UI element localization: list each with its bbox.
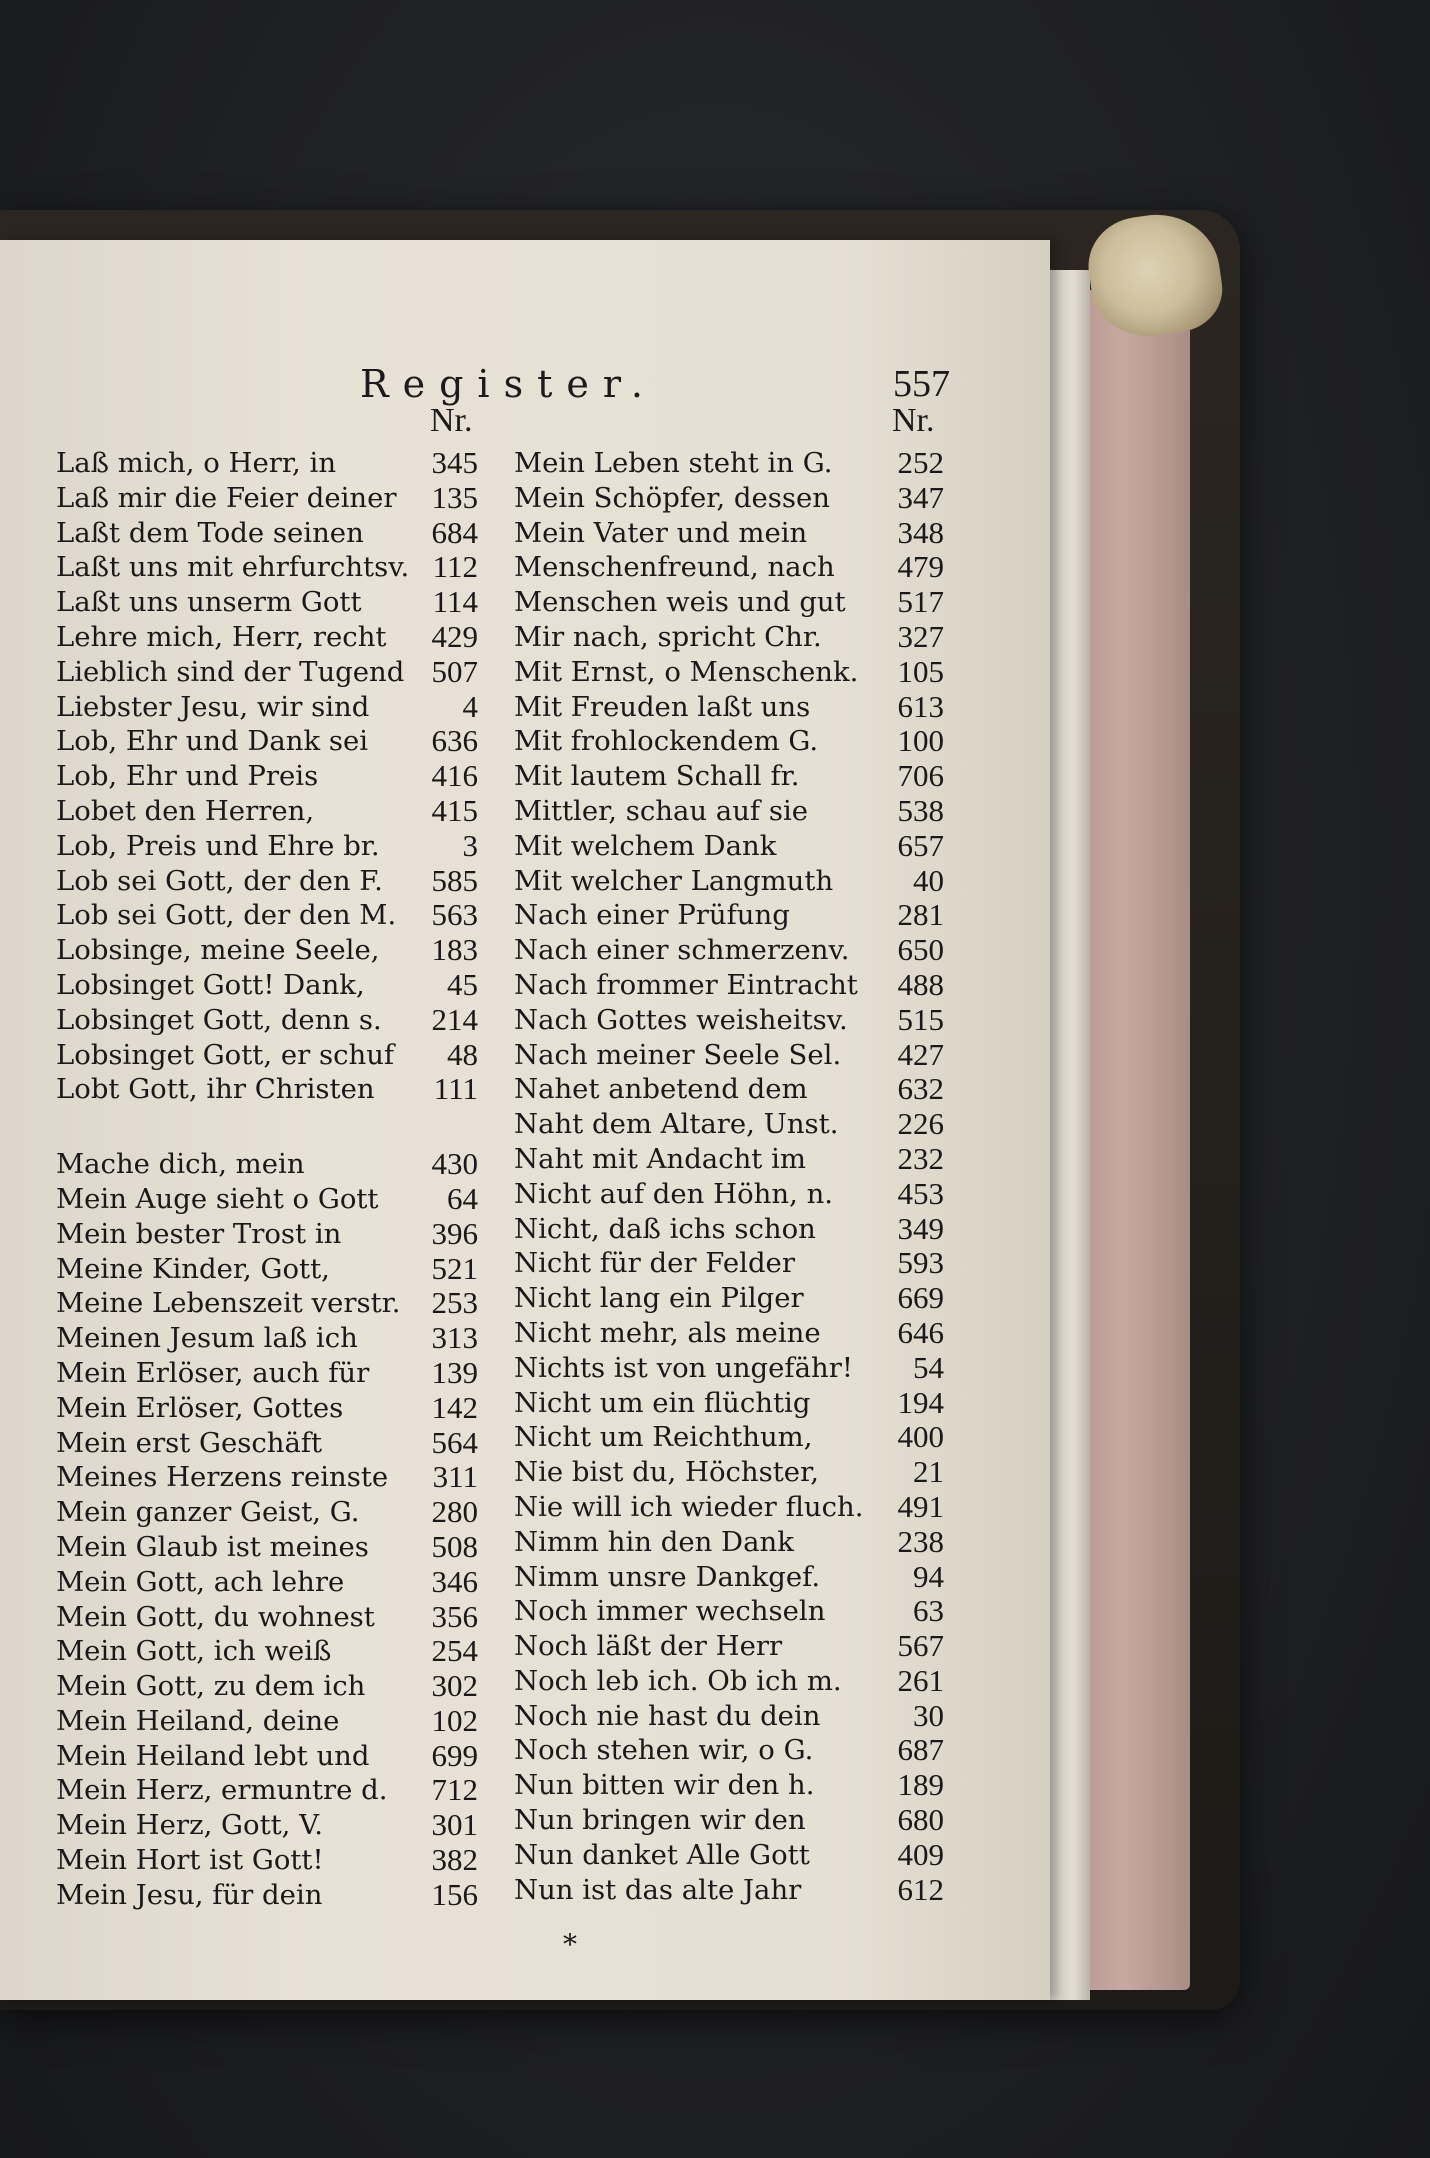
entry-number: 102: [431, 1702, 478, 1738]
index-entry: [514, 585, 944, 620]
index-entry: [514, 1838, 944, 1873]
entry-title: Laßt uns mit ehrfurchtsv.: [56, 551, 410, 584]
entry-number: 636: [431, 723, 478, 759]
entry-number: 585: [431, 862, 478, 898]
index-entry: [514, 1316, 944, 1351]
index-entry: [514, 794, 944, 829]
index-entry: [56, 1878, 478, 1913]
index-entry: [56, 794, 478, 829]
entry-number: 427: [897, 1036, 944, 1072]
entry-title: Mein Gott, zu dem ich: [56, 1670, 366, 1703]
entry-number: 356: [431, 1598, 478, 1634]
entry-title: Lobsinge, meine Seele,: [56, 934, 380, 967]
entry-number: 112: [432, 549, 478, 585]
index-entry: [514, 1351, 944, 1386]
entry-number: 63: [913, 1593, 944, 1629]
index-entry: [56, 1321, 478, 1356]
index-entry: [56, 1460, 478, 1495]
entry-title: Mein ganzer Geist, G.: [56, 1496, 360, 1529]
entry-title: Mit welcher Langmuth: [514, 864, 834, 897]
index-entry: [514, 1560, 944, 1595]
index-entry: [56, 1739, 478, 1774]
entry-number: 111: [433, 1071, 478, 1107]
index-entry: [514, 1594, 944, 1629]
entry-title: Mein Leben steht in G.: [514, 447, 833, 479]
entry-title: Meinen Jesum laß ich: [56, 1322, 358, 1355]
entry-title: Lob sei Gott, der den F.: [56, 864, 383, 897]
entry-title: Nun ist das alte Jahr: [514, 1873, 802, 1906]
entry-title: Nach einer Prüfung: [514, 899, 790, 932]
entry-number: 232: [897, 1140, 944, 1176]
entry-title: Lobet den Herren,: [56, 794, 315, 827]
entry-number: 4: [462, 688, 478, 724]
entry-title: Nimm unsre Dankgef.: [514, 1560, 821, 1593]
entry-title: Mein Schöpfer, dessen: [514, 481, 830, 514]
entry-number: 479: [897, 549, 944, 585]
index-entry: [514, 550, 944, 585]
entry-title: Laßt uns unserm Gott: [56, 586, 362, 619]
index-entry: [514, 481, 944, 516]
entry-number: 453: [897, 1175, 944, 1211]
entry-title: Mein Herz, ermuntre d.: [56, 1774, 388, 1807]
index-entry: [56, 1669, 478, 1704]
index-entry: [514, 1733, 944, 1768]
index-entry: [514, 759, 944, 794]
index-entry: [514, 1142, 944, 1177]
entry-number: 3: [462, 827, 478, 863]
index-entry: [56, 550, 478, 585]
entry-title: Lobsinget Gott! Dank,: [56, 968, 365, 1001]
entry-number: 139: [431, 1354, 478, 1390]
entry-number: 30: [913, 1697, 944, 1733]
index-entry: [56, 1391, 478, 1426]
entry-title: Nahet anbetend dem: [514, 1073, 808, 1106]
entry-number: 64: [447, 1180, 478, 1216]
entry-number: 156: [431, 1876, 478, 1912]
entry-number: 491: [897, 1488, 944, 1524]
index-entry: [514, 655, 944, 690]
index-entry: [56, 1286, 478, 1321]
entry-title: Mit Ernst, o Menschenk.: [514, 655, 859, 688]
index-entry: [56, 1038, 478, 1073]
entry-number: 346: [431, 1563, 478, 1599]
entry-title: Noch nie hast du dein: [514, 1699, 821, 1732]
entry-title: Lob, Preis und Ehre br.: [56, 829, 380, 862]
entry-title: Nicht, daß ichs schon: [514, 1212, 816, 1245]
entry-number: 488: [897, 966, 944, 1002]
entry-title: Lob sei Gott, der den M.: [56, 899, 397, 932]
entry-number: 189: [897, 1767, 944, 1803]
entry-number: 416: [431, 758, 478, 794]
index-entry: [56, 585, 478, 620]
index-entry: [514, 1107, 944, 1142]
entry-title: Mein Gott, ach lehre: [56, 1565, 345, 1598]
entry-title: Meine Kinder, Gott,: [56, 1252, 330, 1285]
index-entry: [514, 724, 944, 759]
entry-title: Lobsinget Gott, er schuf: [56, 1038, 395, 1071]
index-entry: [56, 1426, 478, 1461]
entry-title: Nach einer schmerzenv.: [514, 934, 850, 967]
index-entry: [56, 1356, 478, 1391]
index-entry: [56, 446, 478, 481]
entry-number: 21: [913, 1454, 944, 1490]
entry-title: Mein Gott, du wohnest: [56, 1600, 375, 1633]
entry-title: Nach meiner Seele Sel.: [514, 1038, 842, 1071]
index-entry: [514, 1768, 944, 1803]
entry-number: 114: [432, 584, 478, 620]
index-entry: [514, 1803, 944, 1838]
entry-number: 382: [431, 1842, 478, 1878]
entry-title: Laß mir die Feier deiner: [56, 481, 397, 514]
index-entry: [56, 1704, 478, 1739]
entry-title: Mein Heiland, deine: [56, 1704, 340, 1737]
entry-number: 650: [897, 932, 944, 968]
entry-title: Naht dem Altare, Unst.: [514, 1108, 839, 1141]
entry-title: Mein Erlöser, Gottes: [56, 1391, 344, 1424]
entry-title: Lehre mich, Herr, recht: [56, 620, 387, 653]
entry-number: 100: [897, 723, 944, 759]
index-entry: [514, 864, 944, 899]
entry-title: Mein erst Geschäft: [56, 1426, 323, 1459]
index-entry: [56, 759, 478, 794]
entry-number: 593: [897, 1245, 944, 1281]
entry-number: 567: [897, 1628, 944, 1664]
entry-title: Mein Glaub ist meines: [56, 1530, 369, 1563]
entry-number: 253: [431, 1285, 478, 1321]
index-entry: [514, 1490, 944, 1525]
index-entry: [514, 1072, 944, 1107]
entry-number: 252: [897, 445, 944, 480]
index-entry: [56, 1495, 478, 1530]
entry-number: 54: [913, 1349, 944, 1385]
entry-title: Mein Herz, Gott, V.: [56, 1809, 323, 1842]
index-entry: [56, 1252, 478, 1287]
index-entry: [514, 1212, 944, 1247]
entry-number: 564: [431, 1424, 478, 1460]
index-entry: [56, 1217, 478, 1252]
entry-number: 142: [431, 1389, 478, 1425]
entry-number: 429: [431, 618, 478, 654]
entry-title: Mittler, schau auf sie: [514, 794, 809, 827]
entry-title: Mein Jesu, für dein: [56, 1878, 323, 1911]
index-entry: [514, 933, 944, 968]
entry-title: Nun bitten wir den h.: [514, 1769, 815, 1802]
entry-title: Mit lautem Schall fr.: [514, 760, 800, 793]
entry-number: 238: [897, 1523, 944, 1559]
index-entry: [514, 516, 944, 551]
index-entry: [56, 690, 478, 725]
entry-number: 313: [431, 1320, 478, 1356]
index-entry: [56, 1072, 478, 1107]
entry-title: Nicht um Reichthum,: [514, 1421, 813, 1454]
entry-title: Meines Herzens reinste: [56, 1461, 389, 1494]
section-gap: [56, 1107, 478, 1147]
entry-title: Mit welchem Dank: [514, 829, 777, 862]
entry-number: 669: [897, 1280, 944, 1316]
index-entry: [56, 1530, 478, 1565]
index-entry: [514, 898, 944, 933]
page-number: 557: [893, 363, 950, 405]
index-entry: [56, 516, 478, 551]
index-entry: [56, 1843, 478, 1878]
entry-title: Nach Gottes weisheitsv.: [514, 1003, 848, 1036]
entry-title: Mein Erlöser, auch für: [56, 1356, 370, 1389]
entry-number: 712: [431, 1772, 478, 1808]
entry-title: Menschen weis und gut: [514, 586, 846, 619]
entry-title: Liebster Jesu, wir sind: [56, 690, 370, 723]
index-entry: [56, 968, 478, 1003]
entry-number: 415: [431, 792, 478, 828]
page-edges-pink: [1080, 290, 1190, 1990]
entry-title: Menschenfreund, nach: [514, 551, 835, 584]
right-column-header: Nr.: [892, 402, 935, 439]
index-entry: [514, 829, 944, 864]
entry-number: 657: [897, 827, 944, 863]
left-column-header: Nr.: [430, 402, 473, 439]
index-entry: [514, 1386, 944, 1421]
entry-number: 396: [431, 1215, 478, 1251]
entry-number: 348: [897, 514, 944, 550]
entry-title: Noch stehen wir, o G.: [514, 1734, 814, 1767]
left-index-column: [56, 446, 478, 1913]
entry-title: Mein bester Trost in: [56, 1217, 342, 1250]
entry-number: 135: [431, 479, 478, 515]
entry-title: Nicht um ein flüchtig: [514, 1386, 811, 1419]
entry-number: 521: [431, 1250, 478, 1286]
entry-title: Nie bist du, Höchster,: [514, 1456, 819, 1489]
entry-number: 311: [432, 1459, 478, 1495]
index-entry: [56, 1808, 478, 1843]
index-entry: [514, 1525, 944, 1560]
entry-number: 687: [897, 1732, 944, 1768]
index-entry: [56, 1634, 478, 1669]
entry-number: 508: [431, 1528, 478, 1564]
entry-title: Nicht für der Felder: [514, 1247, 795, 1280]
entry-title: Nicht mehr, als meine: [514, 1316, 821, 1349]
entry-title: Lieblich sind der Tugend: [56, 655, 405, 688]
entry-number: 254: [431, 1633, 478, 1669]
entry-number: 280: [431, 1494, 478, 1530]
entry-number: 349: [897, 1210, 944, 1246]
entry-title: Nicht auf den Höhn, n.: [514, 1177, 834, 1210]
entry-number: 706: [897, 758, 944, 794]
entry-number: 94: [913, 1558, 944, 1594]
entry-title: Mit frohlockendem G.: [514, 725, 819, 758]
entry-title: Mein Vater und mein: [514, 516, 808, 549]
entry-number: 538: [897, 792, 944, 828]
entry-number: 646: [897, 1314, 944, 1350]
index-entry: [514, 446, 944, 481]
entry-number: 347: [897, 479, 944, 515]
index-entry: [514, 1281, 944, 1316]
entry-number: 183: [431, 932, 478, 968]
entry-number: 613: [897, 688, 944, 724]
index-entry: [514, 1177, 944, 1212]
entry-title: Mir nach, spricht Chr.: [514, 620, 822, 653]
index-entry: [514, 1003, 944, 1038]
entry-number: 261: [897, 1662, 944, 1698]
index-entry: [514, 620, 944, 655]
entry-number: 684: [431, 514, 478, 550]
index-entry: [514, 968, 944, 1003]
entry-title: Lobt Gott, ihr Christen: [56, 1073, 375, 1106]
index-entry: [514, 1699, 944, 1734]
entry-number: 105: [897, 653, 944, 689]
entry-title: Nun bringen wir den: [514, 1804, 806, 1837]
entry-title: Nicht lang ein Pilger: [514, 1282, 804, 1315]
entry-number: 345: [431, 445, 478, 480]
entry-number: 400: [897, 1419, 944, 1455]
entry-title: Laßt dem Tode seinen: [56, 516, 364, 549]
index-entry: [56, 620, 478, 655]
index-entry: [56, 1147, 478, 1182]
entry-number: 612: [897, 1871, 944, 1907]
entry-number: 45: [447, 966, 478, 1002]
page-title: Register.: [360, 362, 657, 406]
entry-number: 214: [431, 1001, 478, 1037]
entry-number: 48: [447, 1036, 478, 1072]
index-entry: [56, 933, 478, 968]
entry-title: Meine Lebenszeit verstr.: [56, 1287, 401, 1320]
index-entry: [56, 1773, 478, 1808]
index-entry: [514, 690, 944, 725]
entry-number: 281: [897, 897, 944, 933]
signature-mark: *: [563, 1928, 577, 1961]
entry-title: Nach frommer Eintracht: [514, 968, 858, 1001]
entry-number: 226: [897, 1106, 944, 1142]
index-entry: [514, 1455, 944, 1490]
entry-number: 327: [897, 618, 944, 654]
entry-title: Lob, Ehr und Preis: [56, 760, 319, 793]
index-entry: [56, 724, 478, 759]
entry-number: 40: [913, 862, 944, 898]
entry-number: 409: [897, 1836, 944, 1872]
entry-number: 563: [431, 897, 478, 933]
entry-number: 301: [431, 1807, 478, 1843]
index-entry: [56, 1182, 478, 1217]
entry-number: 515: [897, 1001, 944, 1037]
entry-number: 302: [431, 1668, 478, 1704]
index-entry: [514, 1873, 944, 1908]
entry-title: Mein Gott, ich weiß: [56, 1635, 332, 1668]
entry-title: Nie will ich wieder fluch.: [514, 1490, 864, 1523]
page-edges: [1050, 270, 1090, 2000]
index-entry: [514, 1246, 944, 1281]
entry-title: Noch läßt der Herr: [514, 1630, 783, 1663]
entry-title: Mein Auge sieht o Gott: [56, 1182, 379, 1215]
entry-number: 430: [431, 1146, 478, 1182]
index-entry: [514, 1664, 944, 1699]
entry-title: Lob, Ehr und Dank sei: [56, 725, 369, 758]
entry-title: Nichts ist von ungefähr!: [514, 1351, 853, 1384]
index-entry: [56, 655, 478, 690]
index-entry: [56, 481, 478, 516]
index-entry: [56, 898, 478, 933]
entry-number: 632: [897, 1071, 944, 1107]
entry-title: Noch leb ich. Ob ich m.: [514, 1664, 842, 1697]
entry-title: Mit Freuden laßt uns: [514, 690, 811, 723]
entry-number: 194: [897, 1384, 944, 1420]
entry-title: Lobsinget Gott, denn s.: [56, 1003, 382, 1036]
entry-number: 699: [431, 1737, 478, 1773]
index-entry: [56, 864, 478, 899]
index-entry: [514, 1038, 944, 1073]
entry-title: Mein Heiland lebt und: [56, 1739, 370, 1772]
entry-title: Nimm hin den Dank: [514, 1525, 794, 1558]
index-entry: [514, 1629, 944, 1664]
entry-number: 680: [897, 1802, 944, 1838]
index-entry: [56, 1003, 478, 1038]
index-entry: [56, 1600, 478, 1635]
entry-title: Mein Hort ist Gott!: [56, 1844, 324, 1877]
index-entry: [56, 1565, 478, 1600]
entry-number: 507: [431, 653, 478, 689]
index-entry: [56, 829, 478, 864]
index-entry: [514, 1420, 944, 1455]
entry-title: Laß mich, o Herr, in: [56, 447, 337, 479]
entry-title: Mache dich, mein: [56, 1148, 305, 1181]
entry-title: Naht mit Andacht im: [514, 1142, 806, 1175]
right-index-column: [514, 446, 944, 1907]
entry-number: 517: [897, 584, 944, 620]
entry-title: Noch immer wechseln: [514, 1595, 826, 1628]
entry-title: Nun danket Alle Gott: [514, 1838, 810, 1871]
